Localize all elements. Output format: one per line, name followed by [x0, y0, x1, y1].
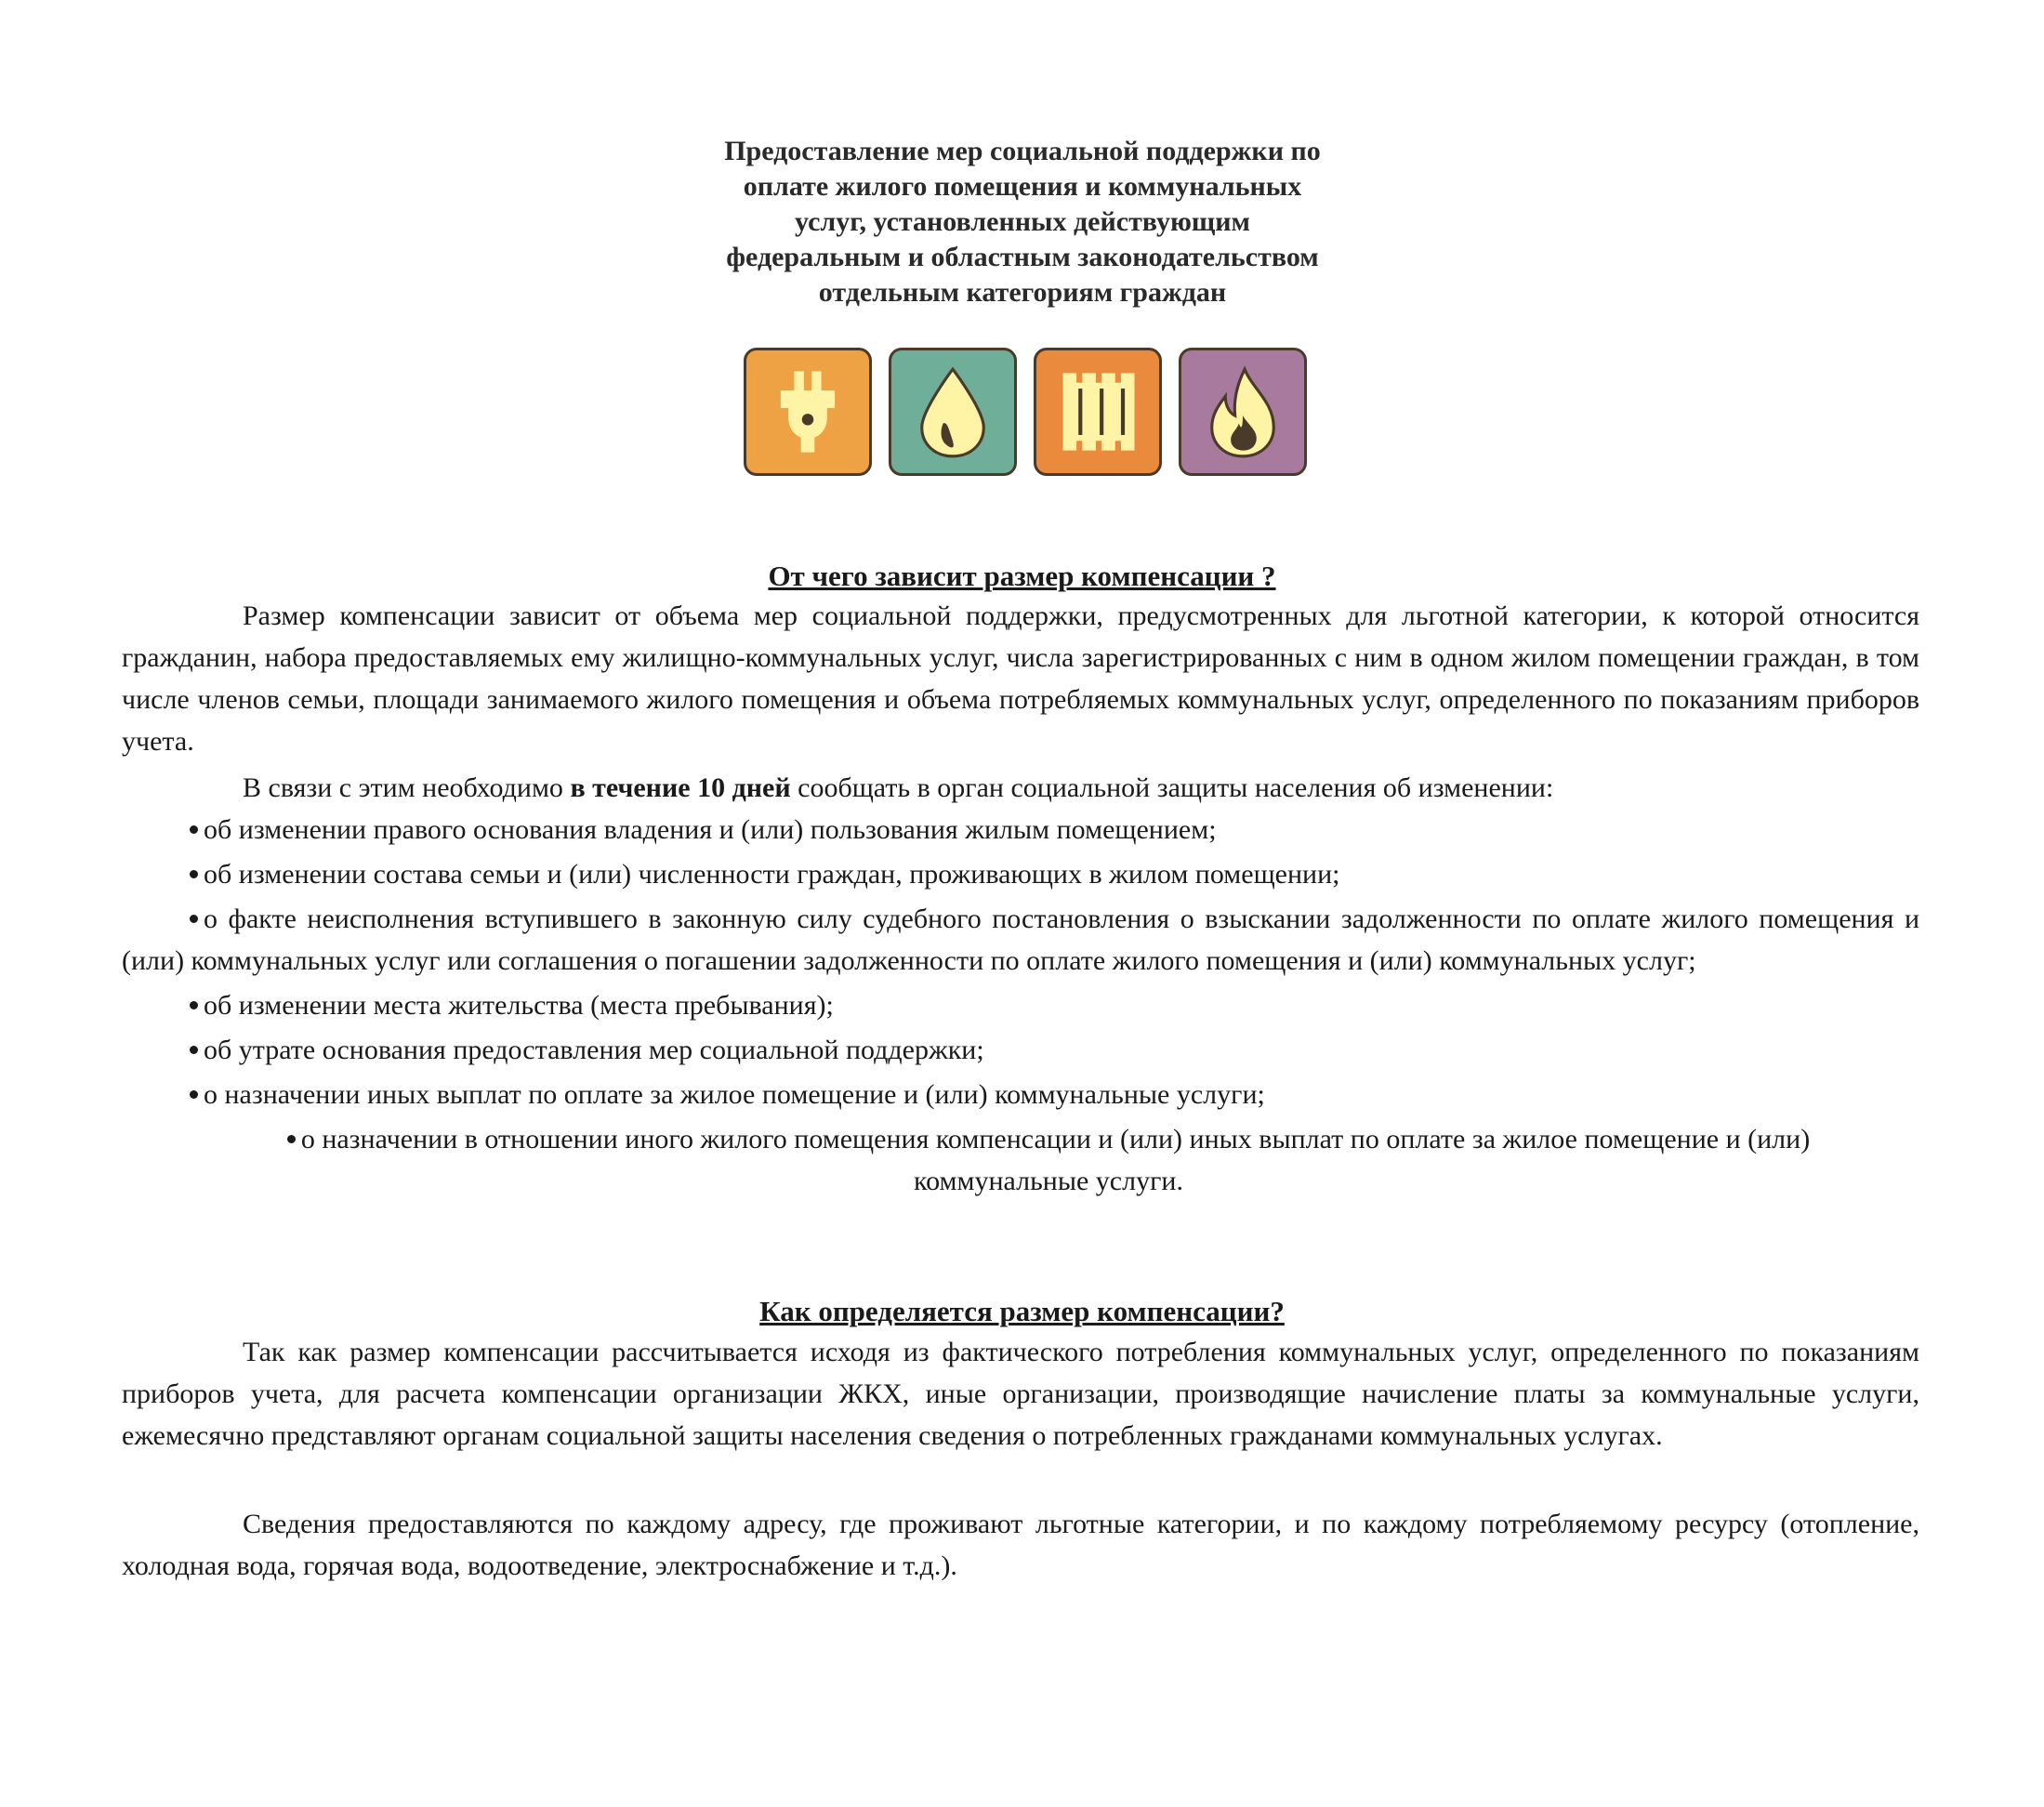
title-line: услуг, установленных действующим — [795, 206, 1250, 237]
bullet-icon — [190, 915, 198, 923]
list-item-text: об изменении состава семьи и (или) численности граждан, проживающих в жилом помещении; — [204, 859, 1340, 890]
list-item — [122, 984, 1919, 1026]
list-item-text: о факте неисполнения вступившего в законную силу судебного постановления о взыскании задолженности по оплате жилого помещения и (или) коммунальных услуг или соглашения о погашении задолженности по оплате жилого помещения и (или) коммунальных услуг; — [122, 904, 1919, 976]
heating-radiator-icon — [1034, 348, 1162, 476]
list-item — [122, 853, 1919, 895]
list-item — [122, 1074, 1919, 1115]
page-title — [651, 134, 1394, 310]
list-item-text: о назначении в отношении иного жилого помещения компенсации и (или) иных выплат по оплате за жилое помещение и (или) коммунальные услуги. — [300, 1124, 1811, 1196]
notice-text: сообщать в орган социальной защиты населения об изменении: — [790, 772, 1554, 803]
notice-text: В связи с этим необходимо — [243, 772, 571, 803]
electric-plug-icon — [744, 348, 872, 476]
water-drop-icon — [889, 348, 1017, 476]
bullet-icon — [190, 1090, 198, 1099]
section1-heading: От чего зависит размер компенсации ? — [768, 560, 1276, 592]
title-line: федеральным и областным законодательством — [726, 242, 1319, 272]
list-item — [122, 1029, 1919, 1071]
utility-icons — [744, 348, 1320, 480]
list-item-text: об изменении места жительства (места пребывания); — [204, 990, 834, 1021]
title-line: Предоставление мер социальной поддержки по — [724, 136, 1321, 166]
section2-paragraph: Сведения предоставляются по каждому адресу, где проживают льготные категории, и по каждому потребляемому ресурсу (отопление, холодная вода, горячая вода, водоотведение, электроснабжение и т.д.). — [122, 1509, 1919, 1581]
section1-paragraph: Размер компенсации зависит от объема мер социальной поддержки, предусмотренных для льготной категории, к которой относится гражданин, набора предоставляемых ему жилищно-коммунальных услуг, числа зарегистрированных с ним в одном жилом помещении граждан, в том числе членов семьи, площади занимаемого жилого помещения и объема потребляемых коммунальных услуг, определенного по показаниям приборов учета. — [122, 600, 1919, 757]
title-line: оплате жилого помещения и коммунальных — [743, 171, 1302, 202]
list-item — [122, 1118, 1919, 1202]
list-item-text: об утрате основания предоставления мер социальной поддержки; — [204, 1035, 984, 1065]
notice-paragraph — [122, 767, 1919, 809]
list-item — [122, 809, 1919, 851]
section2-paragraph: Так как размер компенсации рассчитывается исходя из фактического потребления коммунальных услуг, определенного по показаниям приборов учета, для расчета компенсации организации ЖКХ, иные организации, производящие начисление платы за коммунальные услуги, ежемесячно представляют органам социальной защиты населения сведения о потребленных гражданами коммунальных услугах. — [122, 1337, 1919, 1451]
bullet-icon — [190, 825, 198, 834]
list-item — [122, 898, 1919, 982]
list-item-text: о назначении иных выплат по оплате за жилое помещение и (или) коммунальные услуги; — [204, 1079, 1265, 1110]
change-list — [122, 809, 1919, 1205]
bullet-icon — [190, 1001, 198, 1009]
notice-deadline: в течение 10 дней — [570, 772, 791, 803]
bullet-icon — [190, 870, 198, 878]
title-line: отдельным категориям граждан — [818, 277, 1227, 308]
section2-heading: Как определяется размер компенсации? — [759, 1295, 1285, 1327]
bullet-icon — [190, 1046, 198, 1054]
gas-flame-icon — [1179, 348, 1307, 476]
bullet-icon — [287, 1135, 296, 1143]
list-item-text: об изменении правого основания владения и (или) пользования жилым помещением; — [204, 814, 1217, 845]
